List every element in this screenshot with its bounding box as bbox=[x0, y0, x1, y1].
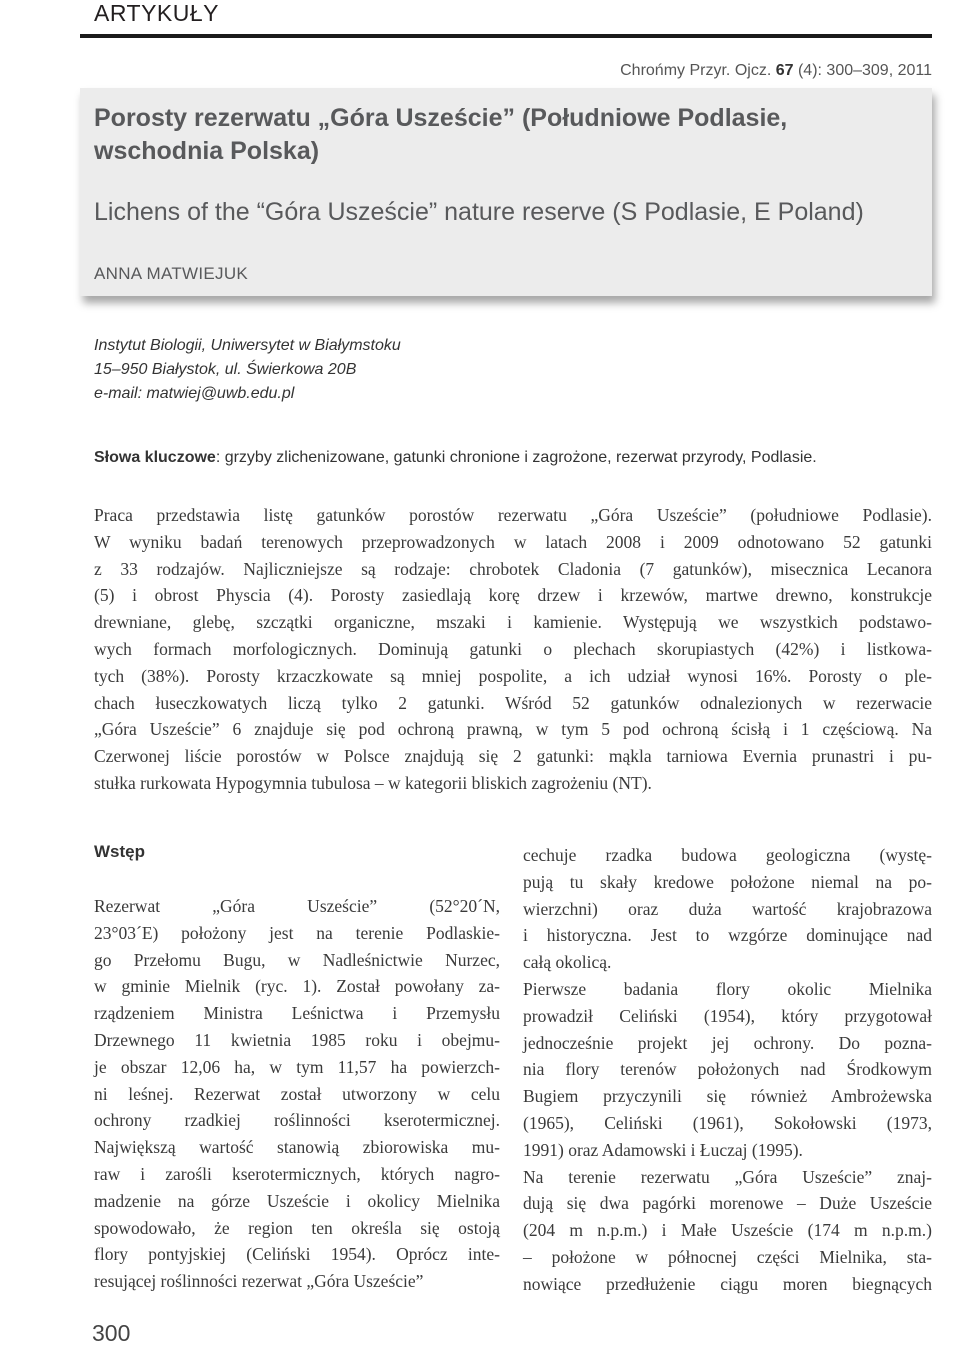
right-column-line: nowiące przedłużenie ciągu moren biegnących bbox=[523, 1273, 932, 1294]
right-column-text bbox=[523, 842, 932, 1298]
keywords-label: Słowa kluczowe bbox=[94, 449, 216, 466]
journal-volume: 67 bbox=[775, 62, 794, 79]
abstract-line: Czerwonej liście porostów w Polsce znajdują się 2 gatunki: mąkla tarniowa Evernia prunastri i pu- bbox=[94, 746, 932, 767]
right-column-line: (1965), Celiński (1961), Sokołowski (1973, bbox=[523, 1112, 932, 1133]
right-column-line: Pierwsze badania flory okolic Mielnika bbox=[523, 978, 932, 999]
affiliation-institute: Instytut Biologii, Uniwersytet w Białymstoku bbox=[94, 337, 401, 354]
left-column-line: Największą wartość stanowią zbiorowiska mu- bbox=[94, 1137, 500, 1158]
right-column-line: Bugiem przyczynili się również Ambrożewska bbox=[523, 1086, 932, 1107]
right-column bbox=[523, 842, 932, 1298]
abstract-line: „Góra Uszeście” 6 znajduje się pod ochroną prawną, w tym 5 pod ochroną ścisłą i 1 częściową. Na bbox=[94, 719, 932, 740]
left-column-line: raw i zarośli kserotermicznych, których nagro- bbox=[94, 1163, 500, 1184]
left-column-line: je obszar 12,06 ha, w tym 11,57 ha powierzch- bbox=[94, 1056, 500, 1077]
journal-name: Chrońmy Przyr. Ojcz. bbox=[620, 62, 772, 79]
journal-citation bbox=[620, 62, 932, 80]
left-column-line: flory pontyjskiej (Celiński 1954). Oprócz inte- bbox=[94, 1244, 500, 1265]
page-number: 300 bbox=[92, 1320, 131, 1346]
left-column-line: madzenie na górze Uszeście i okolicy Mielnika bbox=[94, 1190, 500, 1211]
abstract-line: chach łuseczkowatych liczą tylko 2 gatunki. Wśród 52 gatunków odnalezionych w rezerwacie bbox=[94, 692, 932, 713]
abstract-line: z 33 rodzajów. Najliczniejsze są rodzaje: chrobotek Cladonia (7 gatunków), misecznica Lecanora bbox=[94, 558, 932, 579]
article-title-pl: Porosty rezerwatu „Góra Uszeście” (Południowe Podlasie, wschodnia Polska) bbox=[94, 104, 788, 165]
abstract-line: drewniane, glebę, szczątki organiczne, mszaki i kamienie. Występują we wszystkich podstawo- bbox=[94, 612, 932, 633]
abstract-line: tych (38%). Porosty krzaczkowate są mniej pospolite, a ich udział wynosi 16%. Porosty o ple- bbox=[94, 665, 932, 686]
abstract-line: stułka rurkowata Hypogymnia tubulosa – w kategorii bliskich zagrożeniu (NT). bbox=[94, 772, 652, 793]
abstract-line: Praca przedstawia listę gatunków porostów rezerwatu „Góra Uszeście” (południowe Podlasie). bbox=[94, 505, 932, 525]
keywords-text: : grzyby zlichenizowane, gatunki chronione i zagrożone, rezerwat przyrody, Podlasie. bbox=[215, 449, 817, 466]
right-column-line: 1991) oraz Adamowski i Łuczaj (1995). bbox=[523, 1139, 803, 1160]
left-column-line: spowodowało, że region ten określa się ostoją bbox=[94, 1217, 500, 1238]
keywords bbox=[94, 449, 817, 467]
left-column-line: 23°03´E) położony jest na terenie Podlaskie- bbox=[94, 922, 500, 943]
left-column-line: rządzeniem Ministra Leśnictwa i Przemysłu bbox=[94, 1003, 500, 1024]
affiliation-email: e-mail: matwiej@uwb.edu.pl bbox=[94, 385, 295, 402]
left-column-line: go Przełomu Bugu, w Nadleśnictwie Nurzec, bbox=[94, 949, 500, 970]
right-column-line: wierzchni) oraz duża wartość krajobrazowa bbox=[523, 898, 932, 919]
right-column-line: pują tu skały kredowe położone niemal na po- bbox=[523, 871, 932, 892]
right-column-line: całą okolicą. bbox=[523, 952, 612, 973]
right-column-line: jednocześnie projekt jej ochrony. Do pozna- bbox=[523, 1032, 932, 1053]
abstract bbox=[94, 502, 932, 797]
right-column-line: nia flory terenów położonych nad Środkowym bbox=[523, 1059, 932, 1080]
right-column-line: Na terenie rezerwatu „Góra Uszeście” znaj- bbox=[523, 1166, 932, 1187]
right-column-line: prowadził Celiński (1954), który przygotował bbox=[523, 1005, 932, 1026]
left-column-text bbox=[94, 893, 500, 1295]
affiliation-address: 15–950 Białystok, ul. Świerkowa 20B bbox=[94, 361, 357, 378]
journal-issue-pages: (4): 300–309, 2011 bbox=[797, 62, 932, 79]
abstract-line: (5) i obrost Physcia (4). Porosty zasiedlają korę drzew i krzewów, martwe drewno, konstrukcje bbox=[94, 585, 932, 606]
top-rule bbox=[80, 34, 932, 38]
left-column-line: resującej roślinności rezerwat „Góra Uszeście” bbox=[94, 1271, 424, 1292]
left-column-line: ni leśnej. Rezerwat został utworzony w celu bbox=[94, 1083, 500, 1104]
right-column-line: cechuje rzadka budowa geologiczna (wystę- bbox=[523, 845, 932, 865]
left-column bbox=[94, 842, 500, 1295]
section-heading-intro: Wstęp bbox=[94, 842, 145, 861]
right-column-line: – położone w północnej części Mielnika, sta- bbox=[523, 1246, 932, 1267]
title-box bbox=[80, 88, 932, 296]
left-column-line: w gminie Mielnik (ryc. 1). Został powołany za- bbox=[94, 976, 500, 997]
author-name: ANNA MATWIEJUK bbox=[94, 264, 249, 283]
article-title-en: Lichens of the “Góra Uszeście” nature reserve (S Podlasie, E Poland) bbox=[94, 198, 864, 226]
left-column-line: Rezerwat „Góra Uszeście” (52°20´N, bbox=[94, 896, 500, 916]
right-column-line: dują się dwa pagórki morenowe – Duże Uszeście bbox=[523, 1193, 932, 1214]
left-column-line: ochrony rzadkiej roślinności kserotermicznej. bbox=[94, 1110, 500, 1131]
section-label: ARTYKUŁY bbox=[94, 0, 220, 26]
left-column-line: Drzewnego 11 kwietnia 1985 roku i obejmu- bbox=[94, 1029, 500, 1050]
abstract-line: wych formach morfologicznych. Dominują gatunki o plechach skorupiastych (42%) i listkowa- bbox=[94, 638, 932, 659]
right-column-line: (204 m n.p.m.) i Małe Uszeście (174 m n.p.m.) bbox=[523, 1220, 932, 1241]
right-column-line: i historyczna. Jest to wzgórze dominujące nad bbox=[523, 925, 932, 946]
author-affiliation bbox=[94, 334, 401, 406]
abstract-line: W wyniku badań terenowych przeprowadzonych w latach 2008 i 2009 odnotowano 52 gatunki bbox=[94, 531, 932, 552]
